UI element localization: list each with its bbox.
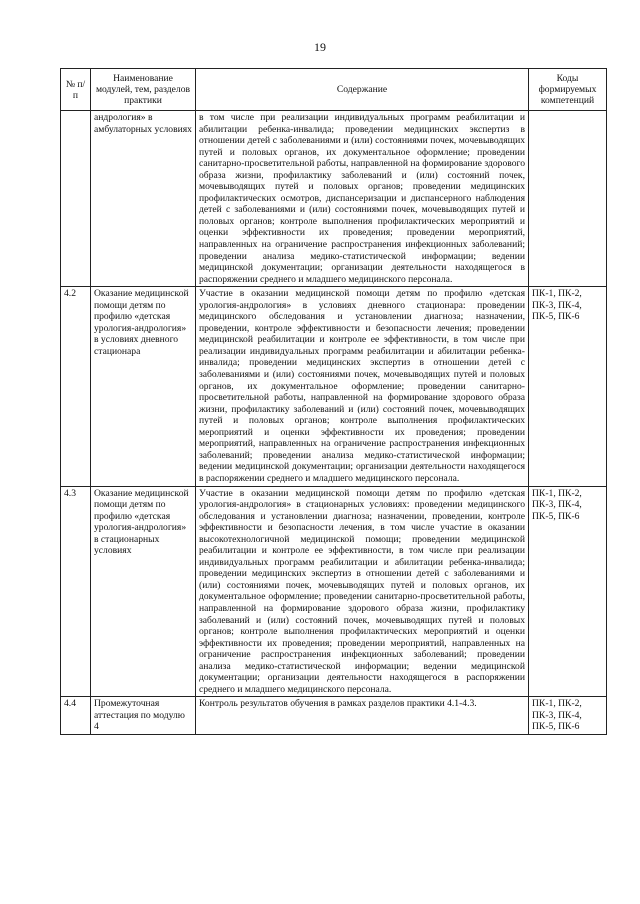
table-row: [61, 697, 607, 735]
header-content: Содержание: [196, 69, 529, 111]
row-name: Оказание медицинской помощи детям по профилю «детская урология-андрология» в стационарных условиях: [91, 486, 196, 697]
table-row: [61, 287, 607, 486]
row-num: 4.2: [61, 287, 91, 486]
row-name: андрология» в амбулаторных условиях: [91, 111, 196, 287]
row-num: [61, 111, 91, 287]
row-codes: ПК-1, ПК-2, ПК-3, ПК-4, ПК-5, ПК-6: [529, 486, 607, 697]
header-num: № п/п: [61, 69, 91, 111]
row-num: 4.4: [61, 697, 91, 735]
practice-table: [60, 68, 607, 735]
row-content: Участие в оказании медицинской помощи детям по профилю «детская урология-андрология» в стационарных условиях: проведении медицинского обследования и установлении диагноза; назначении, проведении, контроле эффективности и безопасности лечения, в том числе участие в оказании высокотехнологичной медицинской помощи; проведении медицинской реабилитации и контроле ее эффективности, в том числе при реализации индивидуальных программ реабилитации и абилитации ребенка-инвалида; проведении медицинских экспертиз в отношении детей с заболеваниями и (или) состояниями почек, мочевыводящих путей и половых органов, их документальное оформление; проведении санитарно-просветительной работы, направленной на формирование здорового образа жизни, профилактику заболеваний и (или) состояний почек, мочевыводящих путей и половых органов; контроле выполнения профилактических мероприятий и оценки эффективности их проведения; проведении мероприятий, направленных на ограничение распространения инфекционных заболеваний; проведении анализа медико-статистической информации; ведении медицинской документации; организации деятельности находящегося в распоряжении среднего и младшего медицинского персонала.: [196, 486, 529, 697]
row-codes: ПК-1, ПК-2, ПК-3, ПК-4, ПК-5, ПК-6: [529, 287, 607, 486]
row-name: Промежуточная аттестация по модулю 4: [91, 697, 196, 735]
header-name: Наименование модулей, тем, разделов практики: [91, 69, 196, 111]
row-codes: [529, 111, 607, 287]
row-content: Контроль результатов обучения в рамках разделов практики 4.1-4.3.: [196, 697, 529, 735]
row-content: Участие в оказании медицинской помощи детям по профилю «детская урология-андрология» в условиях дневного стационара: проведении медицинского обследования и установлении диагноза; назначении, проведении, контроле эффективности и безопасности лечения; проведении медицинской реабилитации и контроле ее эффективности, в том числе при реализации индивидуальных программ реабилитации и абилитации ребенка-инвалида; проведении медицинских экспертиз в отношении детей с заболеваниями и (или) состояниями почек, мочевыводящих путей и половых органов, их документальное оформление; проведении санитарно-просветительной работы, направленной на формирование здорового образа жизни, профилактику заболеваний и (или) состояний почек, мочевыводящих путей и половых органов; контроле выполнения профилактических мероприятий и оценки эффективности их проведения; проведении мероприятий, направленных на ограничение распространения инфекционных заболеваний; проведении анализа медико-статистической информации; ведении медицинской документации; организации деятельности находящегося в распоряжении среднего и младшего медицинского персонала.: [196, 287, 529, 486]
page-number: 19: [314, 40, 326, 54]
table-row: [61, 486, 607, 697]
table-row: [61, 111, 607, 287]
row-content: в том числе при реализации индивидуальных программ реабилитации и абилитации ребенка-инвалида; проведении медицинских экспертиз в отношении детей с заболеваниями и (или) состояниями почек, мочевыводящих путей и половых органов, их документальное оформление; проведении санитарно-просветительной работы, направленной на формирование здорового образа жизни, профилактику заболеваний и (или) состояний почек, мочевыводящих путей и половых органов; проведении медицинских профилактических осмотров, диспансеризации и диспансерного наблюдения детей с заболеваниями и (или) состояниями почек, мочевыводящих путей и половых органов; контроле выполнения профилактических мероприятий и оценки эффективности их проведения; проведении мероприятий, направленных на ограничение распространения инфекционных заболеваний; проведении анализа медико-статистической информации; ведении медицинской документации; организации деятельности находящегося в распоряжении среднего и младшего медицинского персонала.: [196, 111, 529, 287]
row-name: Оказание медицинской помощи детям по профилю «детская урология-андрология» в условиях дневного стационара: [91, 287, 196, 486]
row-codes: ПК-1, ПК-2, ПК-3, ПК-4, ПК-5, ПК-6: [529, 697, 607, 735]
row-num: 4.3: [61, 486, 91, 697]
table-header-row: [61, 69, 607, 111]
header-codes: Коды формируемых компетенций: [529, 69, 607, 111]
